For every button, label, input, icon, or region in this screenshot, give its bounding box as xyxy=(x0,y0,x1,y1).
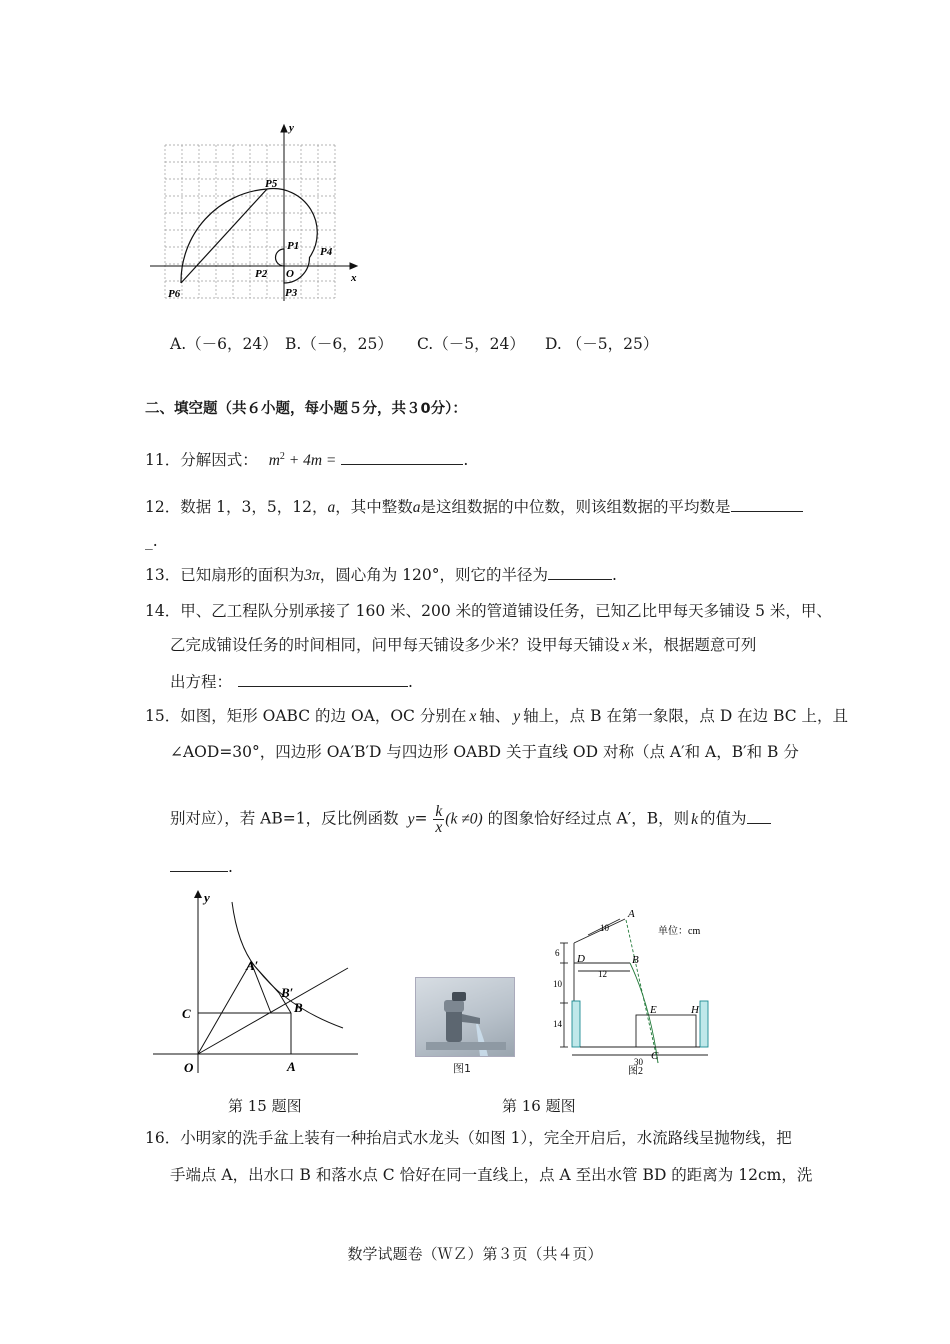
point-p6-label: P6 xyxy=(168,288,181,300)
fig16-c-label: C xyxy=(651,1050,659,1062)
question-15-line2: ∠AOD=30°，四边形 OA′B′D 与四边形 OABD 关于直线 OD 对称（点 A′和 A，B′和 B 分 xyxy=(170,743,799,761)
option-d: D. （－5，25） xyxy=(545,335,659,353)
fig16-unit: 单位：cm xyxy=(658,926,701,937)
q15-fraction: $\frac{k}{x}$ xyxy=(435,803,443,836)
fig16-e-label: E xyxy=(650,1004,657,1016)
spiral-path xyxy=(181,189,317,283)
fig16-d-label: D xyxy=(577,953,585,965)
fig16-dim-12: 12 xyxy=(598,969,607,979)
fig15-o-label: O xyxy=(184,1060,194,1075)
q14-blank xyxy=(238,670,408,687)
origin-label: O xyxy=(286,268,294,280)
section-heading: 二、填空题（共６小题，每小题５分，共３0分）： xyxy=(145,401,467,417)
option-a: A.（－6，24） xyxy=(170,335,278,353)
q11-number: 11． xyxy=(145,451,181,470)
question-15-line1: 15．如图，矩形 OABC 的边 OA，OC 分别在 x 轴、 y 轴上，点 B 在第一象限，点 D 在边 BC 上，且 xyxy=(145,707,849,725)
figure-15 xyxy=(148,888,368,1078)
question-11: 11．分解因式： $m^2 + 4m$ = . xyxy=(145,446,468,472)
faucet-icon xyxy=(416,978,514,1056)
fig15-b-label: B xyxy=(294,1000,303,1015)
point-p1-label: P1 xyxy=(287,240,300,252)
fig15-y-label: y xyxy=(204,890,210,905)
option-b: B.（－6，25） xyxy=(285,335,393,353)
q11-prefix: 分解因式： xyxy=(180,451,258,470)
figure-16-diagram xyxy=(550,905,740,1075)
fig16-dim-30: 30 xyxy=(634,1057,643,1067)
question-16-line2: 手端点 A，出水口 B 和落水点 C 恰好在同一直线上，点 A 至出水管 BD 的距离为 12cm，洗 xyxy=(170,1166,813,1184)
question-13: 13．已知扇形的面积为3π，圆心角为 120°，则它的半径为 . xyxy=(145,563,617,587)
fig16-diagram-caption: 图2 xyxy=(628,1066,643,1075)
question-14-line2: 乙完成铺设任务的时间相同，问甲每天铺设多少米？设甲每天铺设 x 米，根据题意可列 xyxy=(170,636,757,654)
q15-blank-cont xyxy=(170,855,228,872)
question-15-line3: 别对应），若 AB=1，反比例函数 y= $\frac{k}{x}$ (k ≠0) 的图象恰好经过点 A′，B，则 k 的值为 xyxy=(170,804,771,835)
q11-blank xyxy=(341,448,463,465)
fig16-h-label: H xyxy=(691,1004,699,1016)
point-p3-label: P3 xyxy=(285,287,298,299)
fig15-c-label: C xyxy=(182,1006,191,1021)
fig15-aprime-label: A′ xyxy=(246,958,259,973)
question-14-line3: 出方程： . xyxy=(170,670,413,693)
fig16-a-label: A xyxy=(628,908,635,920)
fig16-dim-6: 6 xyxy=(555,948,560,958)
q13-value: 3π xyxy=(304,567,320,584)
axis-y-label: y xyxy=(289,122,294,134)
fig16-dim-14: 14 xyxy=(553,1019,562,1029)
grid xyxy=(165,145,335,298)
q11-expr: $m^2 + 4m$ = xyxy=(268,451,337,470)
point-p4-label: P4 xyxy=(320,246,333,258)
fig16-b-label: B xyxy=(632,954,639,966)
faucet-photo xyxy=(415,977,515,1057)
question-16-line1: 16．小明家的洗手盆上装有一种抬启式水龙头（如图 1），完全开启后，水流路线呈抛物线，把 xyxy=(145,1129,792,1147)
photo-caption: 图1 xyxy=(453,1062,471,1075)
point-p5-label: P5 xyxy=(265,178,278,190)
fig15-caption: 第 15 题图 xyxy=(228,1097,302,1115)
axis-x-label: x xyxy=(351,272,357,284)
fig16-dim-10b: 10 xyxy=(553,979,562,989)
fig16-caption: 第 16 题图 xyxy=(502,1097,576,1115)
q12-blank xyxy=(731,495,803,512)
question-12: 12．数据 1，3，5，12，a，其中整数a是这组数据的中位数，则该组数据的平均数是 xyxy=(145,495,803,519)
q13-blank xyxy=(548,563,612,580)
q12-var-a: a xyxy=(327,499,336,516)
point-p2-label: P2 xyxy=(255,268,268,280)
spiral-figure xyxy=(145,115,370,305)
question-12-line2: _. xyxy=(145,532,158,550)
fig15-a-label: A xyxy=(287,1059,296,1074)
fig16-dim-10a: 10 xyxy=(600,923,609,933)
fig15-bprime-label: B′ xyxy=(281,985,294,1000)
page-footer: 数学试题卷（ＷＺ）第３页（共４页） xyxy=(347,1245,603,1263)
option-c: C.（－5，24） xyxy=(417,335,525,353)
question-15-line4: . xyxy=(170,855,233,878)
question-14-line1: 14．甲、乙工程队分别承接了 160 米、200 米的管道铺设任务，已知乙比甲每天多铺设 5 米，甲、 xyxy=(145,602,832,620)
